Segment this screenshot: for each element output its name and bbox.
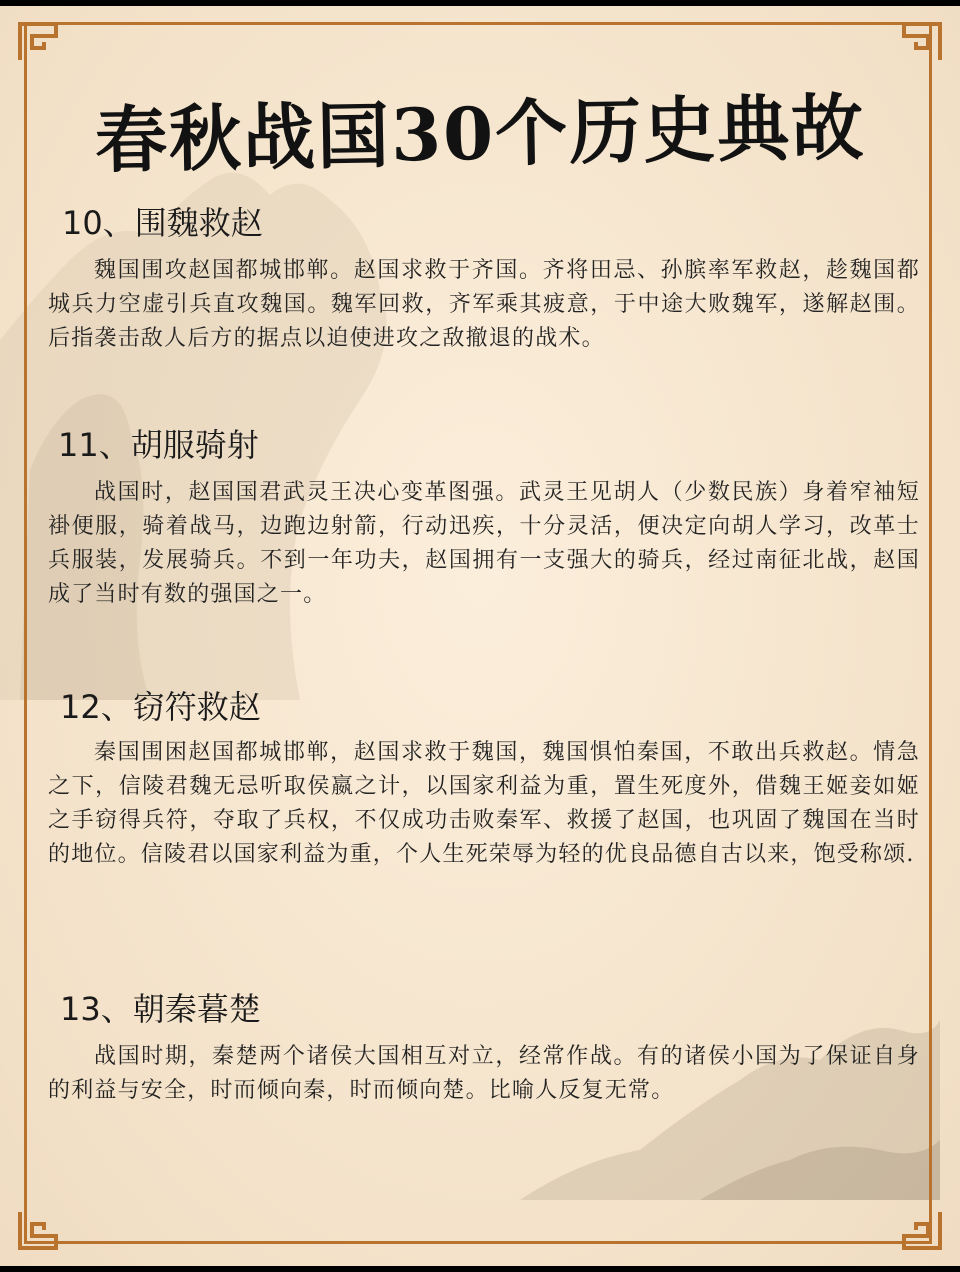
story-text: 战国时期，秦楚两个诸侯大国相互对立，经常作战。有的诸侯小国为了保证自身的利益与安全，时而倾向秦，时而倾向楚。比喻人反复无常。 <box>48 1044 920 1103</box>
bottom-edge <box>0 1266 960 1272</box>
corner-ornament-top-left <box>16 20 60 64</box>
story-text: 魏国围攻赵国都城邯郸。赵国求救于齐国。齐将田忌、孙膑率军救赵，趁魏国都城兵力空虚引兵直攻魏国。魏军回救，齐军乘其疲意，于中途大败魏军，遂解赵围。后指袭击敌人后方的据点以迫使进攻之敌撤退的战术。 <box>48 258 920 351</box>
corner-ornament-bottom-right <box>900 1208 944 1252</box>
story-heading: 10、围魏救赵 <box>62 204 263 242</box>
top-edge <box>0 0 960 6</box>
story-heading: 12、窃符救赵 <box>60 688 261 726</box>
story-text: 战国时，赵国国君武灵王决心变革图强。武灵王见胡人（少数民族）身着窄袖短褂便服，骑着战马，边跑边射箭，行动迅疾，十分灵活，便决定向胡人学习，改革士兵服装，发展骑兵。不到一年功夫，赵国拥有一支强大的骑兵，经过南征北战，赵国成了当时有数的强国之一。 <box>48 480 920 607</box>
corner-ornament-bottom-left <box>16 1208 60 1252</box>
story-heading: 11、胡服骑射 <box>58 426 259 464</box>
page-title: 春秋战国30个历史典故 <box>94 84 866 183</box>
corner-ornament-top-right <box>900 20 944 64</box>
story-heading: 13、朝秦暮楚 <box>60 990 261 1028</box>
story-text: 秦国围困赵国都城邯郸，赵国求救于魏国，魏国惧怕秦国，不敢出兵救赵。情急之下，信陵君魏无忌听取侯嬴之计，以国家利益为重，置生死度外，借魏王姬妾如姬之手窃得兵符，夺取了兵权，不仅成功击败秦军、救援了赵国，也巩固了魏国在当时的地位。信陵君以国家利益为重，个人生死荣辱为轻的优良品德自古以来，饱受称颂. <box>48 740 920 867</box>
